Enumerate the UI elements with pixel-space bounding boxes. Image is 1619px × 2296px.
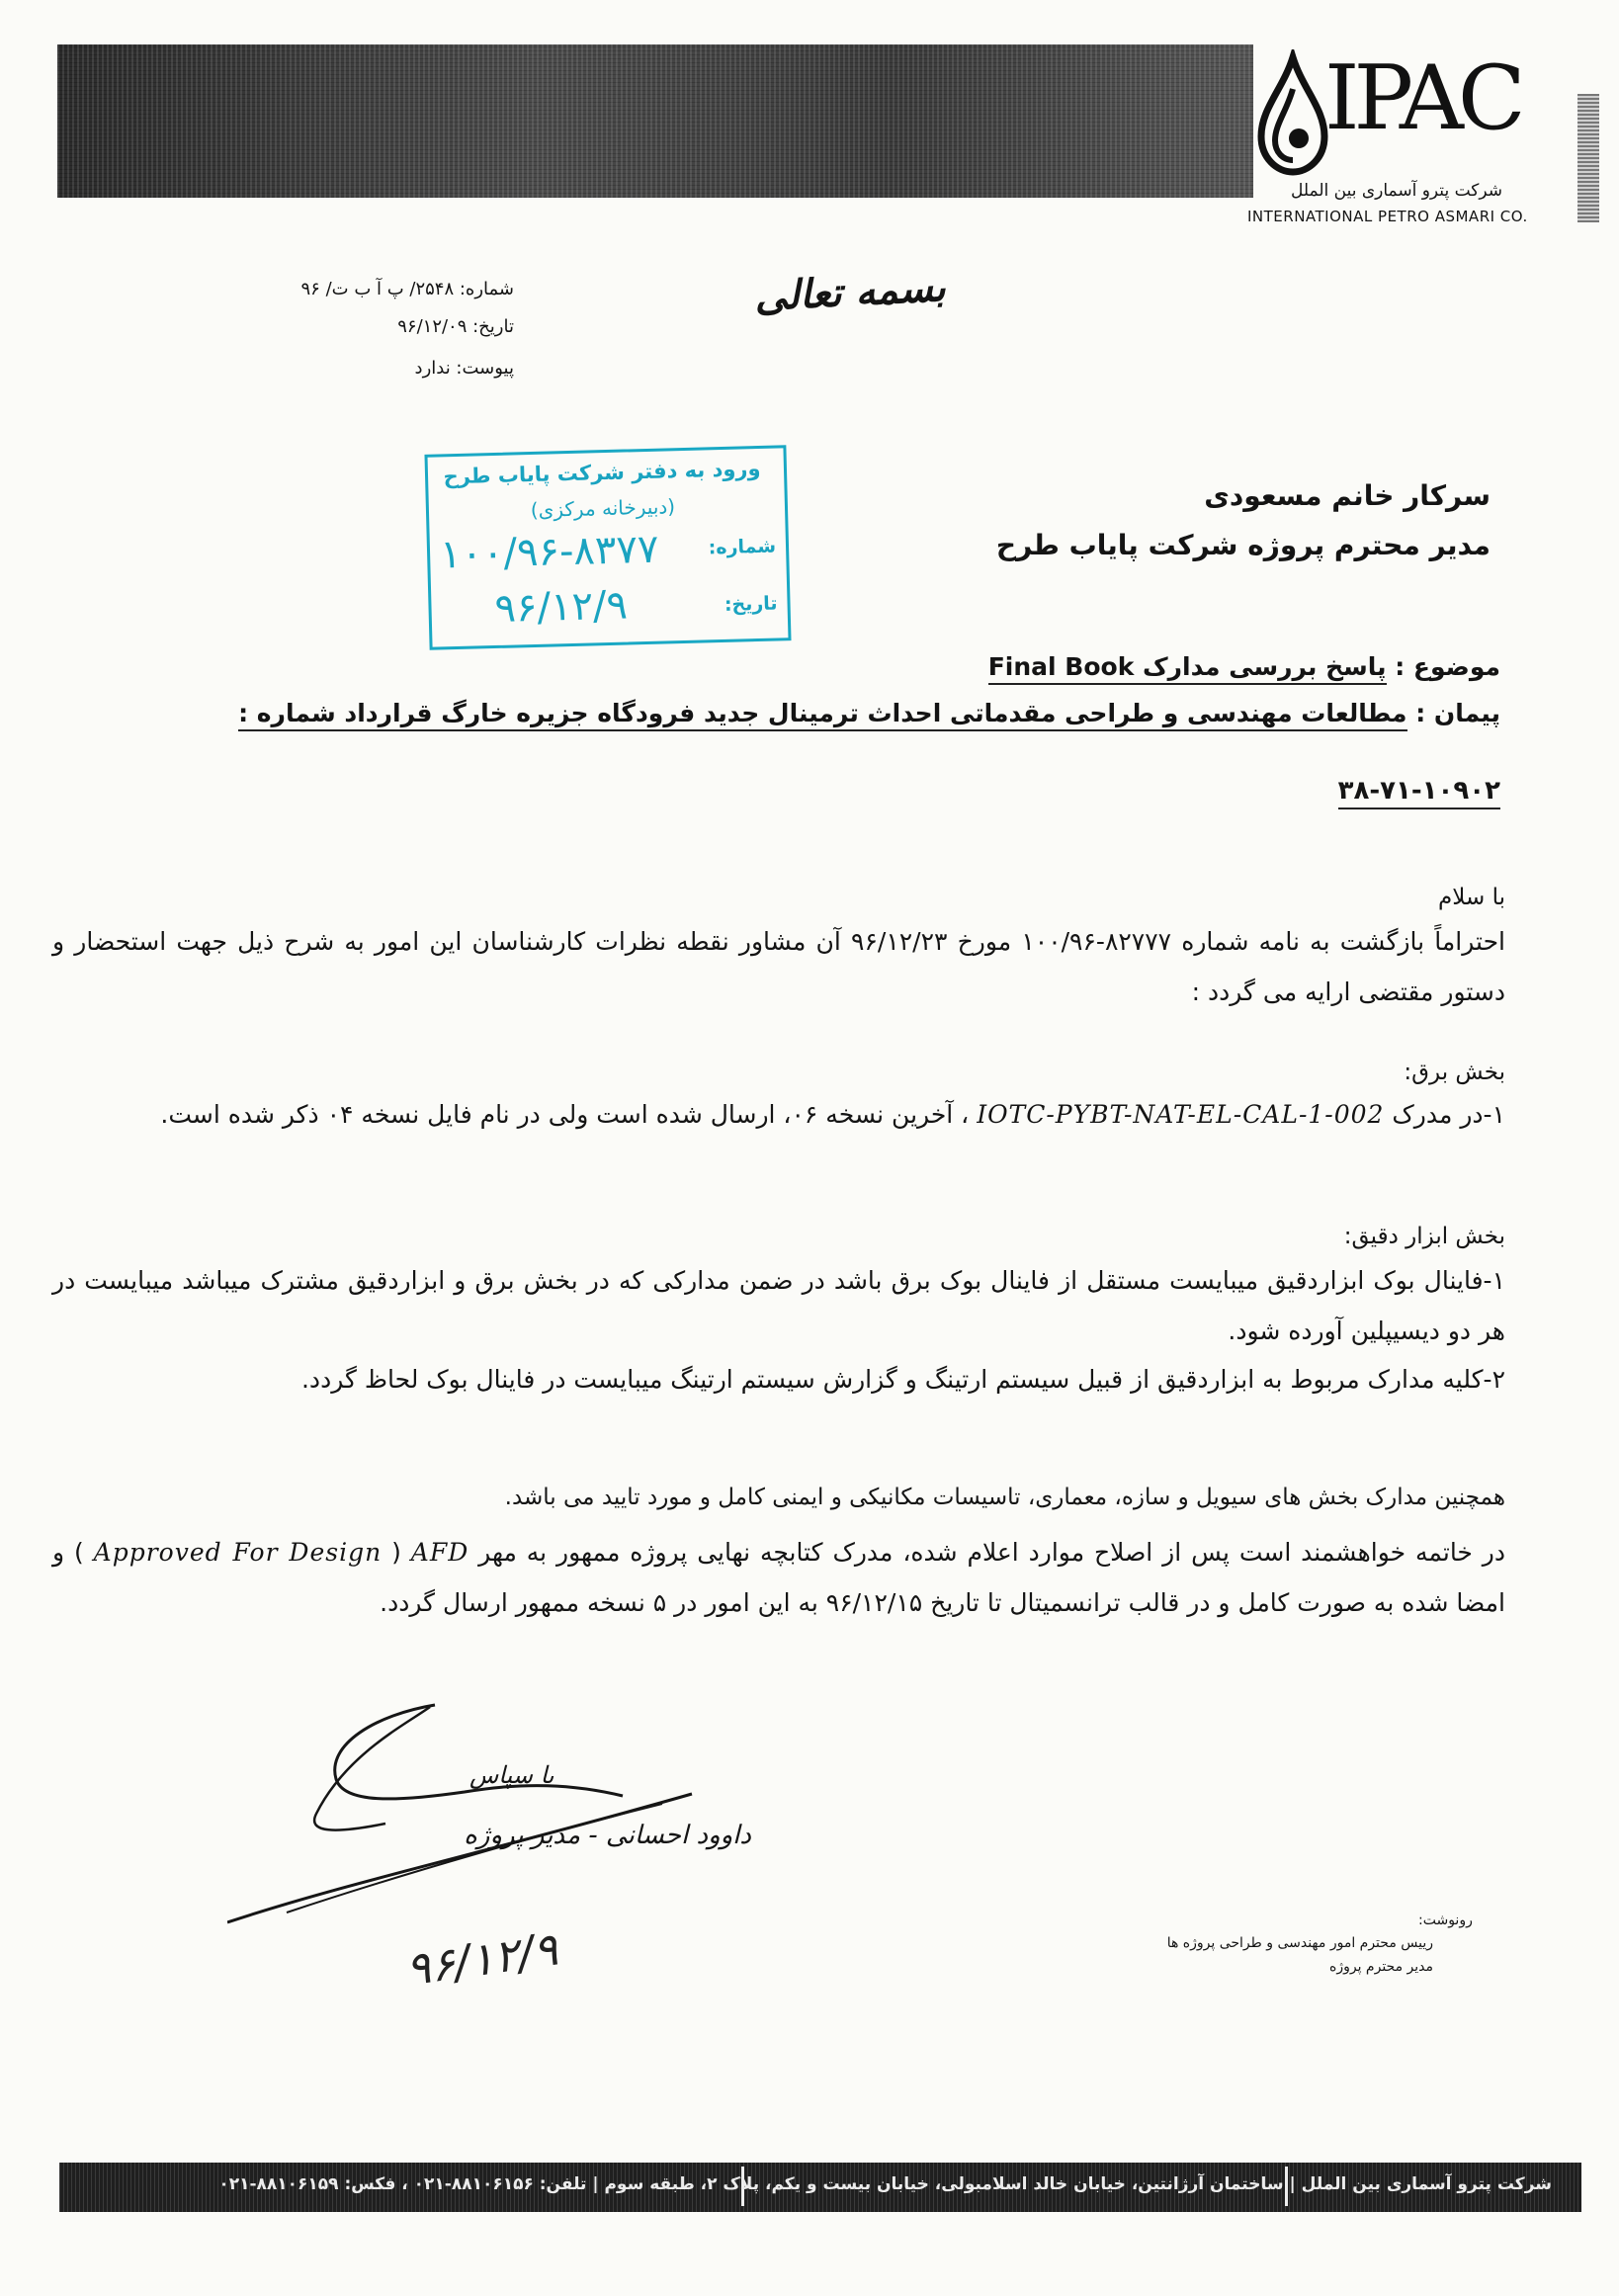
- bismillah-heading: بسمه تعالی: [753, 263, 947, 321]
- stamp-title: ورود به دفتر شرکت پایاب طرح: [443, 456, 761, 489]
- stamp-subtitle: (دبیرخانه مرکزی): [530, 494, 676, 523]
- electrical-item-1-before: ۱-در مدرک: [1384, 1100, 1505, 1129]
- cc-recipient-2: مدیر محترم پروژه: [1329, 1959, 1433, 1975]
- stamp-number-label: شماره:: [708, 535, 777, 559]
- stamp-number-value: ۱۰۰/۹۶-۸۳۷۷: [439, 526, 659, 578]
- cc-recipient-1: رییس محترم امور مهندسی و طراحی پروژه ها: [1166, 1935, 1433, 1951]
- signature-thanks: با سپاس: [469, 1761, 554, 1789]
- instrument-heading: بخش ابزار دقیق:: [1343, 1224, 1505, 1249]
- contract-number-value: ۳۸-۷۱-۱۰۹۰۲: [1338, 776, 1500, 809]
- instrument-item-2: ۲-کلیه مدارک مربوط به ابزاردقیق از قبیل سیستم ارتینگ و گزارش سیستم ارتینگ میبایست در فاینال بوک لحاظ گردد.: [300, 1365, 1505, 1394]
- company-logo-drop-icon: [1253, 49, 1332, 178]
- recipient-name: سرکار خانم مسعودی: [1204, 479, 1491, 512]
- cc-label: رونوشت:: [1418, 1913, 1473, 1928]
- receipt-stamp: [424, 445, 791, 650]
- document-code: IOTC-PYBT-NAT-EL-CAL-1-002: [977, 1100, 1385, 1129]
- closing-paren-open: (: [382, 1538, 411, 1567]
- electrical-heading: بخش برق:: [1404, 1060, 1505, 1085]
- footer-address: شرکت پترو آسماری بین الملل | ساختمان آرژانتین، خیابان خالد اسلامبولی، خیابان بیست و یکم، پلاک ۲، طبقه سوم | تلفن: ۸۸۱۰۶۱۵۶-۰۲۱ ، فکس: ۸۸۱۰۶۱۵۹-۰۲۱: [218, 2174, 1552, 2194]
- stamp-date-value: ۹۶/۱۲/۹: [493, 582, 629, 633]
- header-scan-band: [57, 44, 1253, 198]
- instrument-item-1: ۱-فاینال بوک ابزاردقیق میبایست مستقل از فاینال بوک برق باشد در ضمن مدارکی که در بخش برق و ابزاردقیق مشترک میباشد میبایست در هر دو دیسیپلین آورده شود.: [52, 1266, 1505, 1345]
- intro-paragraph: احتراماً بازگشت به نامه شماره ۸۲۷۷۷-۱۰۰/۹۶ مورخ ۹۶/۱۲/۲۳ آن مشاور نقطه نظرات کارشناسان این امور به شرح ذیل جهت استحضار و دستور مقتضی ارایه می گردد :: [52, 927, 1505, 1006]
- company-name-en: INTERNATIONAL PETRO ASMARI CO.: [1247, 208, 1528, 225]
- contract-text: مطالعات مهندسی و طراحی مقدماتی احداث ترمینال جدید فرودگاه جزیره خارگ قرارداد شماره :: [238, 699, 1406, 731]
- letter-number: شماره: ۲۵۴۸/ پ آ ب ت/ ۹۶: [300, 279, 514, 299]
- scan-edge-mark: [1577, 94, 1599, 222]
- closing-paragraph: [52, 1527, 1505, 1628]
- also-paragraph: همچنین مدارک بخش های سیویل و سازه، معماری، تاسیسات مکانیکی و ایمنی کامل و مورد تایید می باشد.: [504, 1485, 1505, 1510]
- greeting: با سلام: [1438, 885, 1505, 910]
- company-logo-text: IPAC: [1324, 46, 1520, 150]
- closing-after: ) و امضا شده به صورت کامل و در قالب ترانسمیتال تا تاریخ ۹۶/۱۲/۱۵ به این امور در ۵ نسخه ممهور ارسال گردد.: [52, 1538, 1505, 1617]
- contract-number: [1204, 776, 1500, 806]
- approved-for-design: Approved For Design: [93, 1538, 383, 1567]
- stamp-date-label: تاریخ:: [724, 592, 778, 616]
- contract-line: [38, 699, 1500, 727]
- afd-code: AFD: [410, 1538, 469, 1567]
- recipient-title: مدیر محترم پروژه شرکت پایاب طرح: [995, 529, 1491, 561]
- subject-line: [38, 652, 1500, 681]
- company-name-fa: شرکت پترو آسماری بین الملل: [1290, 181, 1502, 201]
- letter-attachment: پیوست: ندارد: [414, 358, 514, 379]
- electrical-item-1-after: ، آخرین نسخه ۰۶، ارسال شده است ولی در نام فایل نسخه ۰۴ ذکر شده است.: [160, 1100, 978, 1129]
- electrical-item-1: [52, 1089, 1505, 1140]
- contract-label: پیمان :: [1415, 699, 1500, 727]
- letter-date: تاریخ: ۹۶/۱۲/۰۹: [397, 316, 514, 337]
- subject-label: موضوع :: [1395, 652, 1500, 681]
- handwritten-date: ۹۶/۱۲/۹: [401, 1921, 561, 1997]
- subject-text: پاسخ بررسی مدارک Final Book: [988, 652, 1387, 685]
- signatory-name: داوود احسانی - مدیر پروژه: [464, 1821, 751, 1850]
- closing-before: در خاتمه خواهشمند است پس از اصلاح موارد اعلام شده، مدرک کتابچه نهایی پروژه ممهور به مهر: [469, 1538, 1505, 1567]
